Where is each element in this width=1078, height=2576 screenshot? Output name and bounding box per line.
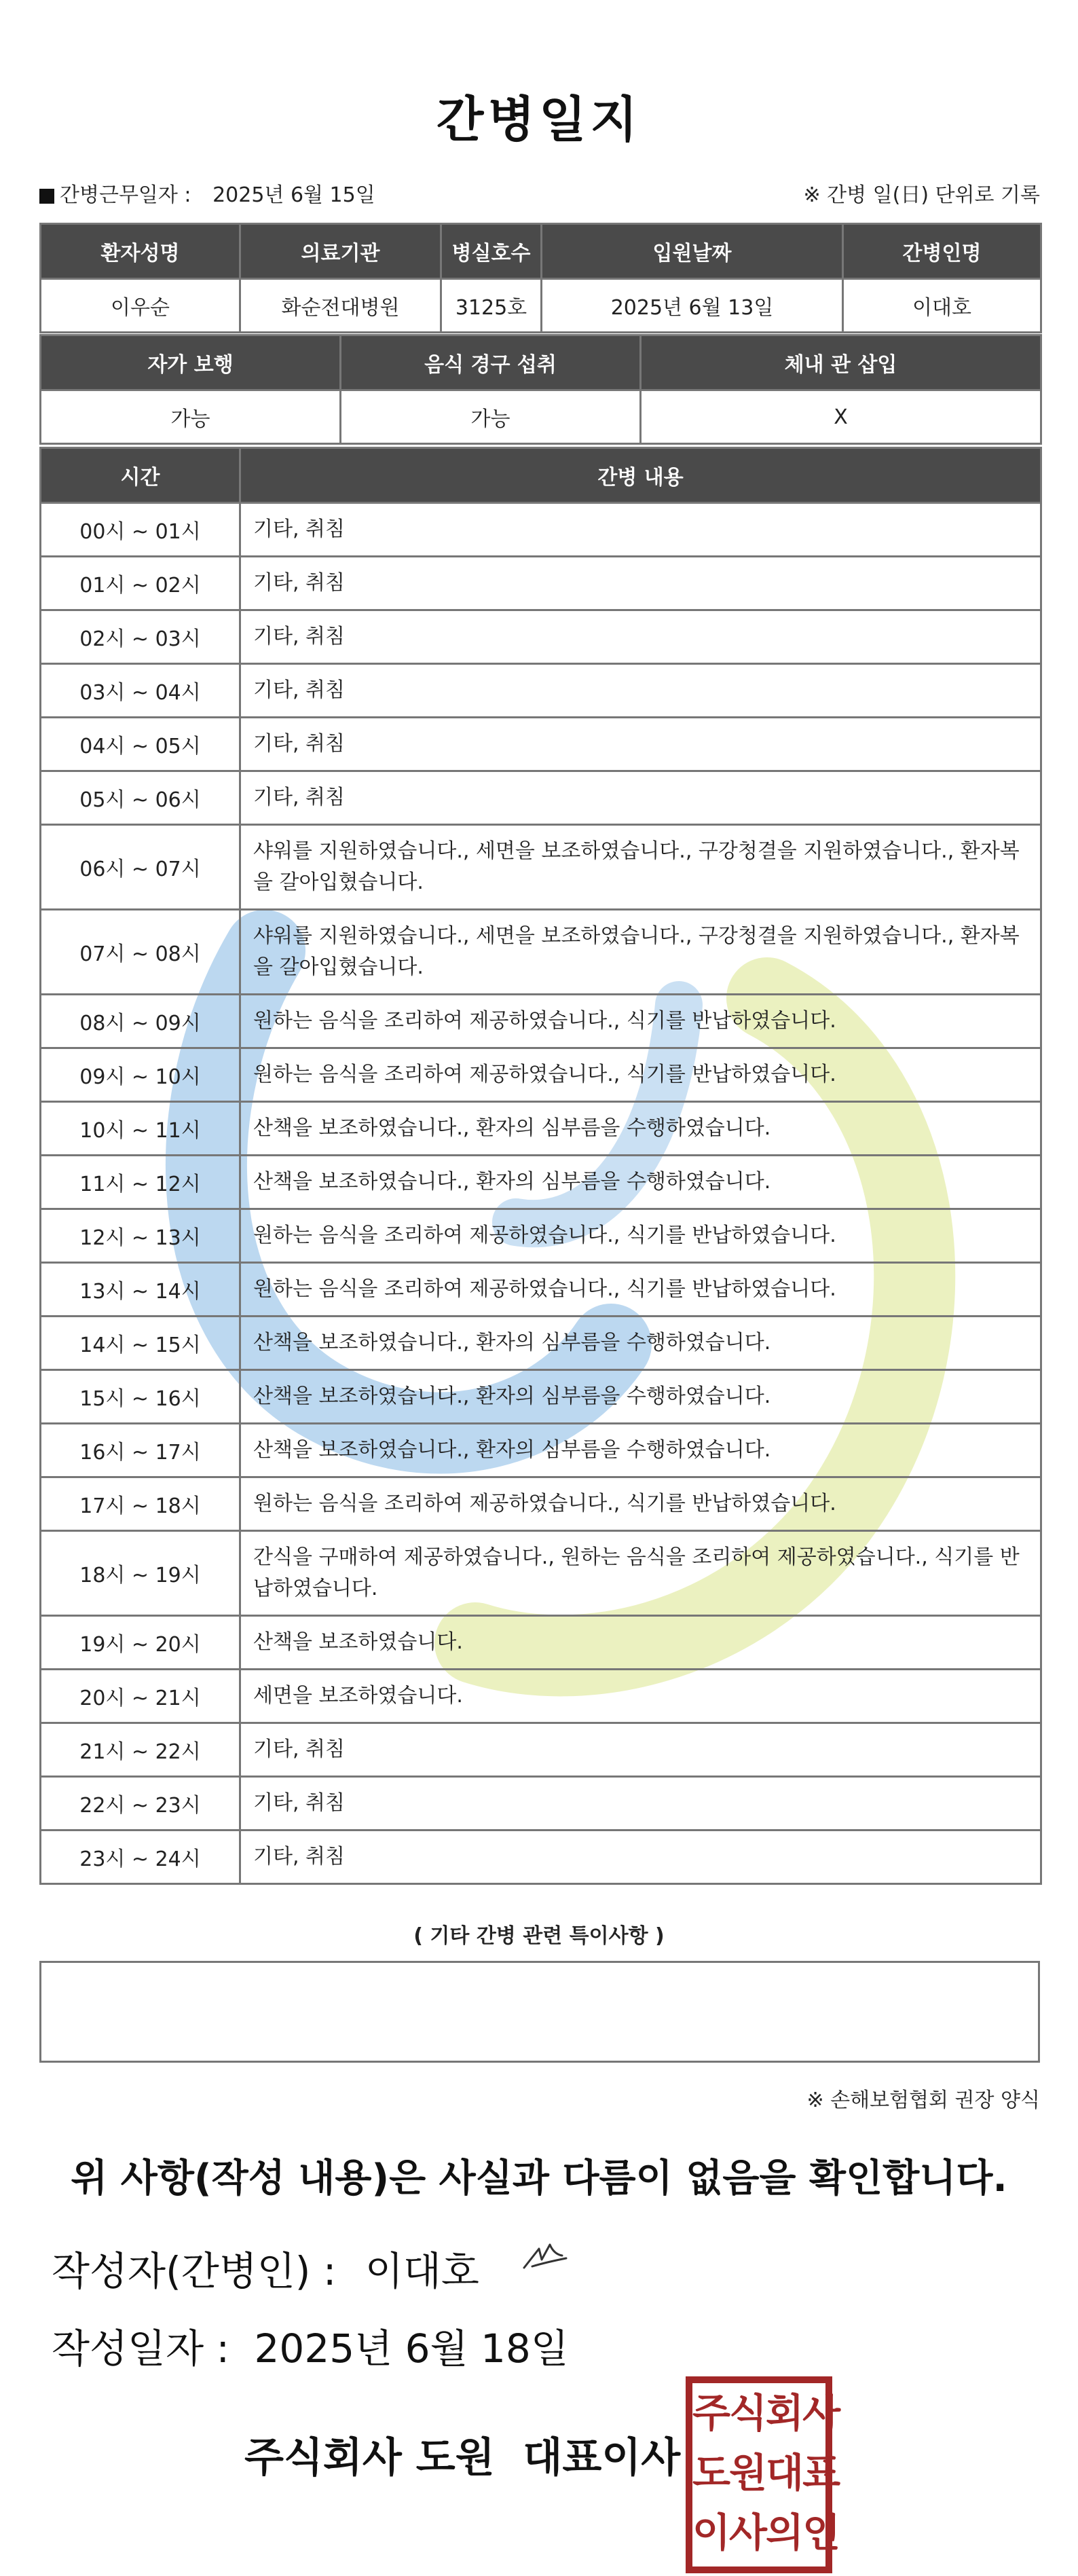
header-oral-intake: 음식 경구 섭취: [341, 335, 641, 390]
content-cell: 기타, 취침: [240, 1830, 1041, 1884]
content-cell: 원하는 음식을 조리하여 제공하였습니다., 식기를 반납하였습니다.: [240, 995, 1041, 1048]
company-seal: [686, 2376, 840, 2573]
table-row: [41, 1723, 1041, 1777]
content-cell: 기타, 취침: [240, 1723, 1041, 1777]
table-row: [41, 664, 1041, 718]
record-unit-note: ※ 간병 일(日) 단위로 기록: [803, 183, 1040, 207]
time-cell: 05시 ~ 06시: [41, 771, 240, 825]
time-cell: 21시 ~ 22시: [41, 1723, 240, 1777]
content-cell: 샤워를 지원하였습니다., 세면을 보조하였습니다., 구강청결을 지원하였습니다., 환자복을 갈아입혔습니다.: [240, 825, 1041, 910]
content-cell: 기타, 취침: [240, 718, 1041, 771]
content-cell: 산책을 보조하였습니다.: [240, 1616, 1041, 1670]
written-date-line: [52, 2317, 569, 2374]
time-cell: 13시 ~ 14시: [41, 1263, 240, 1317]
writer-line: [52, 2239, 479, 2296]
table-row: [41, 1616, 1041, 1670]
written-date-label: 작성일자 :: [52, 2325, 230, 2372]
tube-insertion: X: [641, 390, 1041, 444]
writer-name: 이대호: [365, 2248, 479, 2294]
time-cell: 06시 ~ 07시: [41, 825, 240, 910]
table-row: [41, 1317, 1041, 1370]
table-row: [41, 825, 1041, 910]
special-notes-box: [39, 1961, 1040, 2063]
table-row: [41, 1156, 1041, 1209]
table-row: [41, 1370, 1041, 1424]
room-number: 3125호: [441, 279, 542, 333]
time-cell: 22시 ~ 23시: [41, 1777, 240, 1830]
seal-line: 도원대표: [692, 2450, 840, 2496]
time-cell: 14시 ~ 15시: [41, 1317, 240, 1370]
content-cell: 산책을 보조하였습니다., 환자의 심부름을 수행하였습니다.: [240, 1317, 1041, 1370]
time-cell: 07시 ~ 08시: [41, 910, 240, 995]
signature-mark: [519, 2235, 587, 2276]
header-patient-name: 환자성명: [41, 224, 240, 279]
work-date-value: 2025년 6월 15일: [212, 183, 375, 207]
table-row: [41, 1830, 1041, 1884]
header-time: 시간: [41, 448, 240, 503]
content-cell: 산책을 보조하였습니다., 환자의 심부름을 수행하였습니다.: [240, 1424, 1041, 1477]
table-row: [41, 557, 1041, 610]
header-self-walking: 자가 보행: [41, 335, 341, 390]
hospital: 화순전대병원: [240, 279, 441, 333]
table-row: [41, 1048, 1041, 1102]
content-cell: 기타, 취침: [240, 664, 1041, 718]
header-hospital: 의료기관: [240, 224, 441, 279]
oral-intake: 가능: [341, 390, 641, 444]
time-cell: 03시 ~ 04시: [41, 664, 240, 718]
table-row: [41, 1531, 1041, 1616]
time-cell: 18시 ~ 19시: [41, 1531, 240, 1616]
patient-name: 이우순: [41, 279, 240, 333]
time-cell: 04시 ~ 05시: [41, 718, 240, 771]
table-row: [41, 610, 1041, 664]
content-cell: 기타, 취침: [240, 610, 1041, 664]
form-source-note: ※ 손해보험협회 권장 양식: [806, 2089, 1040, 2112]
time-cell: 00시 ~ 01시: [41, 503, 240, 557]
time-cell: 02시 ~ 03시: [41, 610, 240, 664]
time-cell: 19시 ~ 20시: [41, 1616, 240, 1670]
time-cell: 20시 ~ 21시: [41, 1670, 240, 1723]
seal-line: 주식회사: [692, 2390, 840, 2436]
page-title: 간병일지: [436, 91, 642, 148]
header-caregiver-name: 간병인명: [843, 224, 1041, 279]
content-cell: 기타, 취침: [240, 503, 1041, 557]
content-cell: 산책을 보조하였습니다., 환자의 심부름을 수행하였습니다.: [240, 1370, 1041, 1424]
admission-date: 2025년 6월 13일: [542, 279, 843, 333]
work-date-label: 간병근무일자 :: [60, 183, 191, 207]
self-walking: 가능: [41, 390, 341, 444]
header-care-content: 간병 내용: [240, 448, 1041, 503]
content-cell: 산책을 보조하였습니다., 환자의 심부름을 수행하였습니다.: [240, 1156, 1041, 1209]
table-row: [41, 503, 1041, 557]
time-cell: 01시 ~ 02시: [41, 557, 240, 610]
meta-row: [39, 178, 1040, 208]
content-cell: 원하는 음식을 조리하여 제공하였습니다., 식기를 반납하였습니다.: [240, 1209, 1041, 1263]
content-cell: 기타, 취침: [240, 771, 1041, 825]
seal-line: 이사의인: [692, 2509, 840, 2556]
table-row: [41, 1777, 1041, 1830]
table-row: [41, 910, 1041, 995]
care-log-table: [39, 447, 1042, 1885]
writer-label: 작성자(간병인) :: [52, 2248, 337, 2294]
time-cell: 23시 ~ 24시: [41, 1830, 240, 1884]
written-date-value: 2025년 6월 18일: [254, 2325, 569, 2372]
table-row: [41, 718, 1041, 771]
company-representative: 주식회사 도원 대표이사: [244, 2434, 681, 2482]
caregiver-name: 이대호: [843, 279, 1041, 333]
time-cell: 11시 ~ 12시: [41, 1156, 240, 1209]
time-cell: 17시 ~ 18시: [41, 1477, 240, 1531]
time-cell: 16시 ~ 17시: [41, 1424, 240, 1477]
bullet-square-icon: [39, 189, 54, 204]
table-row: [41, 1670, 1041, 1723]
table-row: [41, 1263, 1041, 1317]
header-room: 병실호수: [441, 224, 542, 279]
content-cell: 원하는 음식을 조리하여 제공하였습니다., 식기를 반납하였습니다.: [240, 1477, 1041, 1531]
confirmation-statement: 위 사항(작성 내용)은 사실과 다름이 없음을 확인합니다.: [71, 2156, 1007, 2201]
header-tube-insertion: 체내 관 삽입: [641, 335, 1041, 390]
content-cell: 원하는 음식을 조리하여 제공하였습니다., 식기를 반납하였습니다.: [240, 1048, 1041, 1102]
table-row: [41, 1477, 1041, 1531]
table-row: [41, 1424, 1041, 1477]
time-cell: 15시 ~ 16시: [41, 1370, 240, 1424]
status-table: [39, 334, 1042, 445]
content-cell: 산책을 보조하였습니다., 환자의 심부름을 수행하였습니다.: [240, 1102, 1041, 1156]
special-notes-title: ( 기타 간병 관련 특이사항 ): [413, 1924, 665, 1948]
table-row: [41, 771, 1041, 825]
header-admission-date: 입원날짜: [542, 224, 843, 279]
content-cell: 간식을 구매하여 제공하였습니다., 원하는 음식을 조리하여 제공하였습니다., 식기를 반납하였습니다.: [240, 1531, 1041, 1616]
content-cell: 기타, 취침: [240, 557, 1041, 610]
work-date: [39, 178, 375, 208]
time-cell: 10시 ~ 11시: [41, 1102, 240, 1156]
time-cell: 12시 ~ 13시: [41, 1209, 240, 1263]
time-cell: 08시 ~ 09시: [41, 995, 240, 1048]
content-cell: 원하는 음식을 조리하여 제공하였습니다., 식기를 반납하였습니다.: [240, 1263, 1041, 1317]
content-cell: 기타, 취침: [240, 1777, 1041, 1830]
table-row: [41, 995, 1041, 1048]
time-cell: 09시 ~ 10시: [41, 1048, 240, 1102]
content-cell: 샤워를 지원하였습니다., 세면을 보조하였습니다., 구강청결을 지원하였습니다., 환자복을 갈아입혔습니다.: [240, 910, 1041, 995]
table-row: [41, 1209, 1041, 1263]
content-cell: 세면을 보조하였습니다.: [240, 1670, 1041, 1723]
patient-table: [39, 223, 1042, 333]
table-row: [41, 1102, 1041, 1156]
